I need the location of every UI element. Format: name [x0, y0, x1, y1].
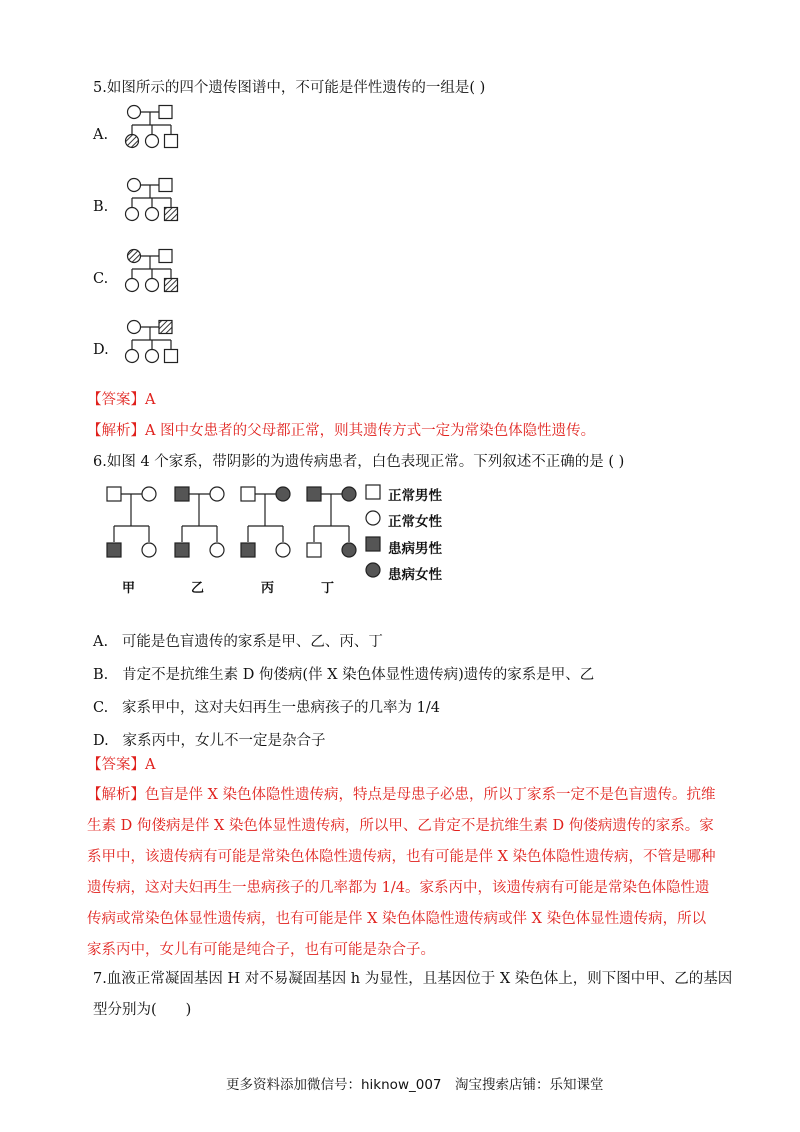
legend-normal-male-icon	[366, 485, 380, 499]
legend-affected-male-icon	[366, 537, 380, 551]
q7-stem: 7.血液正常凝固基因 H 对不易凝固基因 h 为显性，且基因位于 X 染色体上，则下图中甲、乙的基因 型分别为( )	[93, 971, 733, 1018]
legend-affected-male: 患病男性	[388, 541, 442, 557]
pedigree-d	[124, 318, 184, 366]
pedigree-b	[124, 176, 184, 224]
family-jia	[107, 487, 156, 557]
family-label-ding: 丁	[321, 581, 335, 596]
family-label-yi: 乙	[191, 581, 205, 596]
q6-option-c: C. 家系甲中，这对夫妇再生一患病孩子的几率为 1/4	[93, 700, 440, 716]
q6-option-a: A. 可能是色盲遗传的家系是甲、乙、丙、丁	[93, 634, 383, 650]
q5-stem: 5.如图所示的四个遗传图谱中，不可能是伴性遗传的一组是( )	[93, 80, 486, 96]
q5-option-d-label: D.	[93, 342, 109, 358]
family-yi	[175, 487, 224, 557]
legend-normal-female: 正常女性	[388, 514, 442, 530]
q5-option-a-label: A.	[93, 127, 109, 143]
family-label-bing: 丙	[261, 581, 275, 596]
pedigree-c	[124, 247, 184, 295]
pedigree-a	[124, 103, 184, 151]
q6-stem: 6.如图 4 个家系，带阴影的为遗传病患者，白色表现正常。下列叙述不正确的是 ( )	[93, 454, 625, 470]
family-ding	[307, 487, 356, 557]
q6-legend-symbols	[364, 483, 384, 583]
legend-affected-female-icon	[366, 563, 380, 577]
legend-normal-male: 正常男性	[388, 488, 442, 504]
legend-normal-female-icon	[366, 511, 380, 525]
q6-analysis: 【解析】色盲是伴 X 染色体隐性遗传病，特点是母患子必患，所以丁家系一定不是色盲遗传。抗维 生素 D 佝偻病是伴 X 染色体显性遗传病，所以甲、乙肯定不是抗维生素 D 佝偻病遗传的家系。家 系甲中，该遗传病有可能是常染色体隐性遗传病，也有可能是伴 X 染色体隐性遗传病，不管是哪种 遗传病，这对夫妇再生一患病孩子的几率都为 1/4。家系丙中，该遗传病有可能是常染色体隐性遗 传病或常染色体显性遗传病，也有可能是伴 X 染色体隐性遗传病或伴 X 染色体显性遗传病，所以 家系丙中，女儿有可能是纯合子，也有可能是杂合子。	[87, 787, 716, 958]
q5-answer: 【答案】A	[87, 392, 156, 408]
q6-option-d: D. 家系丙中，女儿不一定是杂合子	[93, 733, 326, 749]
family-label-jia: 甲	[122, 581, 136, 596]
q5-analysis: 【解析】A 图中女患者的父母都正常，则其遗传方式一定为常染色体隐性遗传。	[87, 423, 596, 439]
family-bing	[241, 487, 290, 557]
page-footer: 更多资料添加微信号：hiknow_007 淘宝搜索店铺：乐知课堂	[226, 1077, 604, 1093]
legend-affected-female: 患病女性	[388, 567, 442, 583]
q6-option-b: B. 肯定不是抗维生素 D 佝偻病(伴 X 染色体显性遗传病)遗传的家系是甲、乙	[93, 667, 595, 683]
q6-answer: 【答案】A	[87, 757, 156, 773]
q5-option-c-label: C.	[93, 271, 109, 287]
q5-option-b-label: B.	[93, 199, 109, 215]
